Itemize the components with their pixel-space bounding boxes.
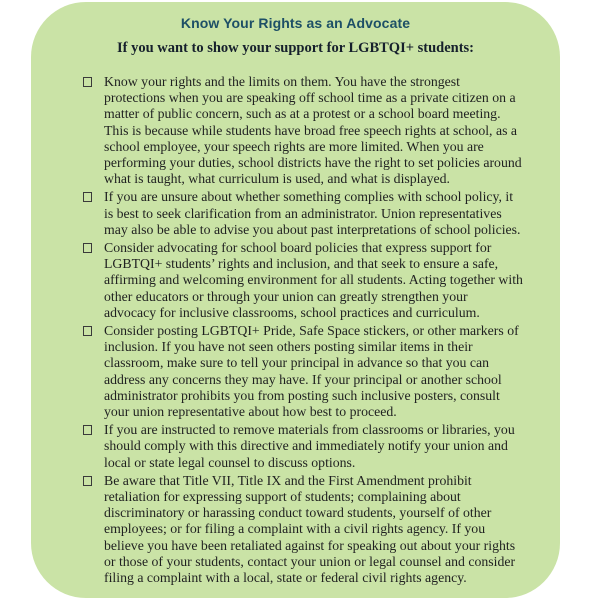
list-item [83, 74, 523, 187]
checkbox-bullet-icon [83, 326, 92, 336]
list-item-text: Be aware that Title VII, Title IX and the First Amendment prohibit retaliation for expressing support of students; complaining about discriminatory or harassing conduct toward students, yourself of other employees; or for filing a complaint with a civil rights agency. If you believe you have been retaliated against for speaking out about your rights or those of your students, contact your union or legal counsel and consider filing a complaint with a local, state or federal civil rights agency. [104, 472, 516, 586]
checkbox-bullet-icon [83, 77, 92, 87]
checkbox-bullet-icon [83, 476, 92, 486]
list-item [83, 240, 523, 321]
checkbox-bullet-icon [83, 192, 92, 202]
checkbox-bullet-icon [83, 425, 92, 435]
checkbox-bullet-icon [83, 243, 92, 253]
list-item [83, 189, 523, 238]
list-item-text: Consider advocating for school board policies that express support for LGBTQI+ students’ rights and inclusion, and that seek to ensure a safe, affirming and welcoming environment for all students. Acting together with other educators or through your union can greatly strengthen your advocacy for inclusive classrooms, school practices and curriculum. [104, 240, 523, 320]
card-subtitle: If you want to show your support for LGBTQI+ students: [117, 40, 474, 56]
list-item-text: If you are instructed to remove materials from classrooms or libraries, you should comply with this directive and immediately notify your union and local or state legal counsel to discuss options. [104, 422, 515, 470]
list-item-text: Consider posting LGBTQI+ Pride, Safe Space stickers, or other markers of inclusion. If you have not seen others posting similar items in their classroom, make sure to tell your principal in advance so that you can address any concerns they may have. If your principal or another school administrator prohibits you from posting such inclusive posters, consult your union representative about how best to proceed. [104, 323, 519, 420]
list-item [83, 323, 523, 420]
list-item-text: If you are unsure about whether something complies with school policy, it is best to seek clarification from an administrator. Union representatives may also be able to advise you about past interpretations of school policies. [104, 189, 521, 237]
list-item-text: Know your rights and the limits on them. You have the strongest protections when you are speaking off school time as a private citizen on a matter of public concern, such as at a protest or a school board meeting. This is because while students have broad free speech rights at school, as a school employee, your speech rights are more limited. When you are performing your duties, school districts have the right to set policies around what is taught, what curriculum is used, and what is displayed. [104, 74, 522, 187]
list-item [83, 422, 523, 471]
list-item [83, 473, 523, 586]
page-title: Know Your Rights as an Advocate [180, 15, 411, 31]
rights-card [31, 2, 560, 598]
rights-list [83, 74, 523, 586]
